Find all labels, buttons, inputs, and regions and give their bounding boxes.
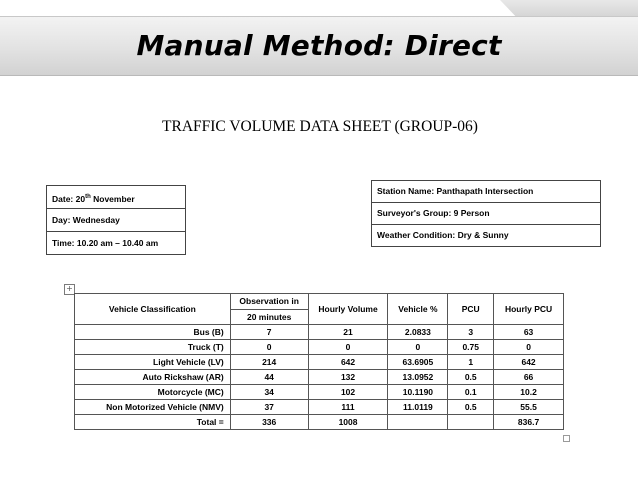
header-hourly-volume: Hourly Volume	[308, 294, 388, 325]
header-vehicle-pct: Vehicle %	[388, 294, 448, 325]
cell-total-vehicle-pct	[388, 415, 448, 430]
date-suffix: th	[85, 194, 91, 200]
cell-observation: 214	[230, 355, 308, 370]
cell-total-label: Total =	[75, 415, 231, 430]
cell-vehicle-pct: 10.1190	[388, 385, 448, 400]
cell-hourly-pcu: 55.5	[494, 400, 564, 415]
cell-pcu: 0.5	[448, 370, 494, 385]
cell-hourly-volume: 0	[308, 340, 388, 355]
day-row: Day: Wednesday	[47, 209, 185, 232]
date-row	[47, 186, 185, 209]
table-move-handle-icon[interactable]: +	[64, 284, 75, 295]
cell-observation: 34	[230, 385, 308, 400]
cell-vehicle-pct: 11.0119	[388, 400, 448, 415]
cell-total-hourly-pcu: 836.7	[494, 415, 564, 430]
cell-observation: 37	[230, 400, 308, 415]
traffic-volume-table	[74, 293, 564, 430]
table-row	[75, 370, 564, 385]
cell-classification: Auto Rickshaw (AR)	[75, 370, 231, 385]
surveyor-row: Surveyor's Group: 9 Person	[372, 203, 600, 225]
cell-pcu: 1	[448, 355, 494, 370]
station-row: Station Name: Panthapath Intersection	[372, 181, 600, 203]
cell-total-hourly-volume: 1008	[308, 415, 388, 430]
cell-total-observation: 336	[230, 415, 308, 430]
cell-pcu: 3	[448, 325, 494, 340]
cell-classification: Bus (B)	[75, 325, 231, 340]
cell-classification: Truck (T)	[75, 340, 231, 355]
header-classification: Vehicle Classification	[75, 294, 231, 325]
cell-vehicle-pct: 63.6905	[388, 355, 448, 370]
header-observation-line2: 20 minutes	[230, 310, 308, 325]
cell-pcu: 0.1	[448, 385, 494, 400]
cell-vehicle-pct: 0	[388, 340, 448, 355]
cell-hourly-pcu: 642	[494, 355, 564, 370]
time-row: Time: 10.20 am – 10.40 am	[52, 238, 159, 248]
date-label: Date: 20	[52, 193, 86, 204]
cell-vehicle-pct: 13.0952	[388, 370, 448, 385]
header-observation-line1: Observation in	[230, 294, 308, 310]
cell-hourly-volume: 21	[308, 325, 388, 340]
sheet-heading: TRAFFIC VOLUME DATA SHEET (GROUP-06)	[162, 118, 478, 135]
cell-hourly-pcu: 66	[494, 370, 564, 385]
cell-classification: Light Vehicle (LV)	[75, 355, 231, 370]
cell-observation: 0	[230, 340, 308, 355]
cell-observation: 7	[230, 325, 308, 340]
info-box-left	[46, 185, 186, 255]
cell-pcu: 0.75	[448, 340, 494, 355]
cell-total-pcu	[448, 415, 494, 430]
cell-classification: Non Motorized Vehicle (NMV)	[75, 400, 231, 415]
cell-hourly-pcu: 10.2	[494, 385, 564, 400]
table-header-row	[75, 294, 564, 310]
cell-classification: Motorcycle (MC)	[75, 385, 231, 400]
cell-pcu: 0.5	[448, 400, 494, 415]
cell-vehicle-pct: 2.0833	[388, 325, 448, 340]
cell-hourly-pcu: 0	[494, 340, 564, 355]
cell-observation: 44	[230, 370, 308, 385]
table-row	[75, 325, 564, 340]
table-row	[75, 385, 564, 400]
cell-hourly-volume: 642	[308, 355, 388, 370]
table-row	[75, 340, 564, 355]
cell-hourly-pcu: 63	[494, 325, 564, 340]
table-resize-handle[interactable]	[563, 435, 570, 442]
date-month: November	[90, 193, 135, 204]
header-pcu: PCU	[448, 294, 494, 325]
weather-row: Weather Condition: Dry & Sunny	[377, 230, 509, 240]
table-row	[75, 400, 564, 415]
slide-title: Manual Method: Direct	[136, 29, 502, 62]
table-total-row	[75, 415, 564, 430]
cell-hourly-volume: 132	[308, 370, 388, 385]
cell-hourly-volume: 111	[308, 400, 388, 415]
table-row	[75, 355, 564, 370]
info-box-right	[371, 180, 601, 247]
header-hourly-pcu: Hourly PCU	[494, 294, 564, 325]
cell-hourly-volume: 102	[308, 385, 388, 400]
